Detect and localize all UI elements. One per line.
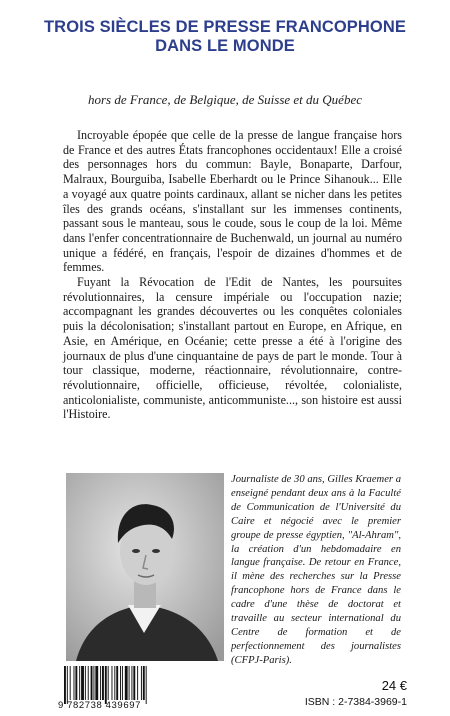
barcode-bar: [67, 666, 68, 704]
barcode-bar: [133, 666, 135, 700]
barcode-bar: [120, 666, 121, 700]
barcode-bar: [91, 666, 93, 700]
barcode-bar: [81, 666, 84, 700]
barcode-bar: [95, 666, 98, 700]
author-photo: [66, 473, 224, 661]
barcode-bar: [105, 666, 107, 704]
barcode-bar: [131, 666, 132, 700]
barcode-bar: [129, 666, 130, 700]
barcode-bar: [74, 666, 75, 700]
book-title: [0, 18, 450, 56]
barcode-bar: [70, 666, 71, 700]
barcode-bar: [114, 666, 115, 700]
price: 24 €: [381, 678, 407, 693]
barcode-bar: [102, 666, 104, 700]
barcode-bar: [64, 666, 66, 704]
barcode-bar: [116, 666, 118, 700]
barcode-bar: [75, 666, 77, 700]
barcode-bar: [88, 666, 89, 700]
barcode-bar: [143, 666, 145, 700]
barcode-bar: [93, 666, 94, 700]
barcode-bar: [141, 666, 142, 700]
back-cover-text: [63, 128, 402, 422]
isbn-barcode: [62, 666, 182, 704]
barcode-bar: [122, 666, 123, 700]
barcode-bar: [125, 666, 128, 700]
isbn: ISBN : 2-7384-3969-1: [304, 696, 407, 708]
barcode-bar: [100, 666, 101, 700]
paragraph-2: Fuyant la Révocation de l'Edit de Nantes, les poursuites révolutionnaires, la censure impériale ou l'occupation nazie; accompagnant les grandes découvertes ou les conquêtes coloniales puis la décolonisation; s'installant partout en Europe, en Afrique, en Asie, en Amérique, en Océanie; cette presse a été à l'origine des journaux de plus d'une cinquantaine de pays de part le monde. Tour à tour classique, moderne, réactionnaire, révolutionnaire, contre-révolutionnaire, officielle, officieuse, révoltée, colonialiste, anticolonialiste, communiste, anticommuniste..., son histoire est aussi l'Histoire.: [63, 275, 402, 422]
barcode-bar: [85, 666, 86, 700]
barcode-bar: [112, 666, 113, 700]
title-line-1: TROIS SIÈCLES DE PRESSE FRANCOPHONE: [44, 18, 406, 36]
book-subtitle: hors de France, de Belgique, de Suisse et du Québec: [87, 92, 362, 107]
barcode-digits: 9 782738 439697: [58, 700, 141, 711]
barcode-bar: [146, 666, 147, 704]
barcode-bar: [137, 666, 138, 700]
author-bio: Journaliste de 30 ans, Gilles Kraemer a enseigné pendant deux ans à la Faculté de Communication de l'Université du Caire et négocié avec le premier groupe de presse égyptien, "Al-Ahram", la création d'un hebdomadaire en langue française. De retour en France, il mène des recherches sur la Presse francophone hors de France dans le cadre d'une thèse de doctorat et travaille au secteur international du Centre de formation et de perfectionnement des journalistes (CFPJ-Paris).: [231, 474, 401, 666]
paragraph-1: Incroyable épopée que celle de la presse de langue française hors de France et des autres États francophones occidentaux! Elle a croisé des personnages hors du commun: Bayle, Bonaparte, Darfour, Malraux, Bourguiba, Isabelle Eberhardt ou le Prince Sihanouk... Elle a voyagé aux quatre points cardinaux, allant se nicher dans les petites îles des grands océans, s'installant sur les immenses continents, passant sous le manteau, sous le coude, sous le coup de la loi. Même dans l'enfer concentrationnaire de Buchenwald, un journal au numéro unique a fédéré, en français, l'espoir de dizaines d'hommes et de femmes.: [63, 128, 402, 275]
barcode-bar: [79, 666, 80, 700]
barcode-bar: [108, 666, 109, 700]
title-line-2: DANS LE MONDE: [155, 37, 295, 55]
